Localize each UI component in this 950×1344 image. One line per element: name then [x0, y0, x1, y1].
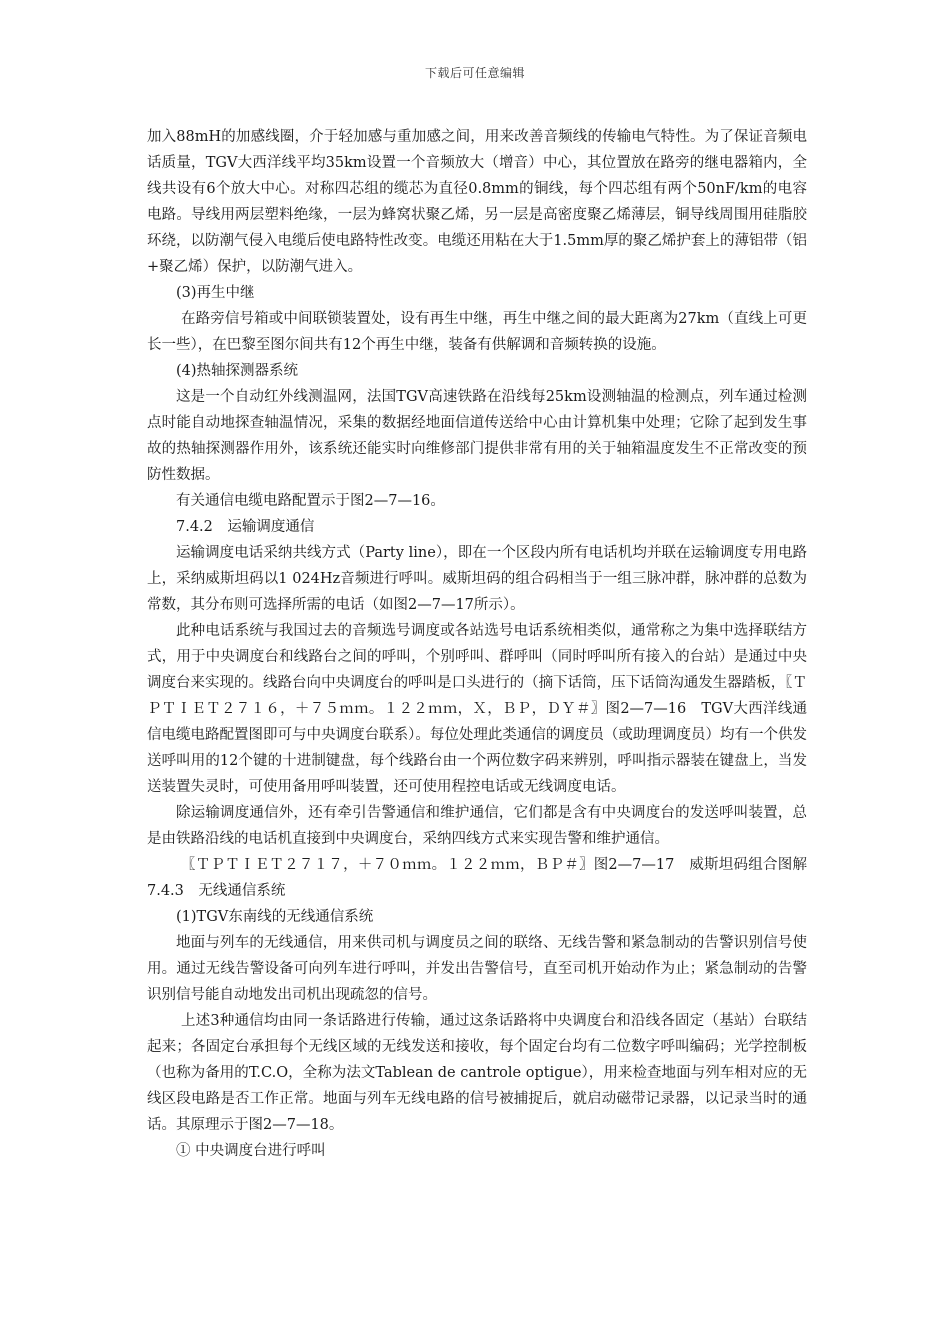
- paragraph-selective-calling: 此种电话系统与我国过去的音频选号调度或各站选号电话系统相类似，通常称之为集中选择联结方式，用于中央调度台和线路台之间的呼叫，个别呼叫、群呼叫（同时呼叫所有接入的台站）是通过中央调度台来实现的。线路台向中央调度台的呼叫是口头进行的（摘下话筒，压下话筒沟通发生器踏板，〖ＴＰＴＩＥＴ２７１６，＋７５ｍｍ。１２２ｍｍ，Ｘ，ＢＰ，ＤＹ＃〗图2—7—16 TGV大西洋线通信电缆电路配置图即可与中央调度台联系）。每位处理此类通信的调度员（或助理调度员）均有一个供发送呼叫用的12个键的十进制键盘，每个线路台由一个两位数字码来辨别，呼叫指示器装在键盘上，当发送装置失灵时，可使用备用呼叫装置，还可使用程控电话或无线调度电话。: [147, 623, 807, 795]
- heading-hotbox-detector: (4)热轴探测器系统: [176, 363, 299, 379]
- paragraph-cable-loading: 加入88mH的加感线圈，介于轻加感与重加感之间，用来改善音频线的传输电气特性。为了保证音频电话质量，TGV大西洋线平均35km设置一个音频放大（增音）中心，其位置放在路旁的继电器箱内，全线共设有6个放大中心。对称四芯组的缆芯为直径0.8mm的铜线，每个四芯组有两个50nF/km的电容电路。导线用两层塑料绝缘，一层为蜂窝状聚乙烯，另一层是高密度聚乙烯薄层，铜导线周围用硅脂胶环绕，以防潮气侵入电缆后使电路特性改变。电缆还用粘在大于1.5mm厚的聚乙烯护套上的薄铝带（铝+聚乙烯）保护，以防潮气进入。: [147, 129, 807, 275]
- paragraph-alarm-maintenance: 除运输调度通信外，还有牵引告警通信和维护通信，它们都是含有中央调度台的发送呼叫装置，总是由铁路沿线的电话机直接到中央调度台，采纳四线方式来实现告警和维护通信。: [147, 805, 807, 847]
- heading-dispatch-communication: 7.4.2 运输调度通信: [176, 519, 315, 535]
- heading-tgv-southeast-wireless: (1)TGV东南线的无线通信系统: [176, 909, 374, 925]
- paragraph-figure-caption-wireless: 〖ＴＰＴＩＥＴ２７１７，＋７０ｍｍ。１２２ｍｍ，ＢＰ＃〗图2—7—17 威斯坦码组合图解 7.4.3 无线通信系统: [147, 857, 822, 899]
- paragraph-party-line: 运输调度电话采纳共线方式（Party line），即在一个区段内所有电话机均并联在运输调度专用电路上，采纳威斯坦码以1 024Hz音频进行呼叫。威斯坦码的组合码相当于一组三脉冲群，脉冲群的总数为常数，其分布则可选择所需的电话（如图2—7—17所示）。: [147, 545, 807, 613]
- heading-central-dispatch-call: ① 中央调度台进行呼叫: [176, 1143, 326, 1159]
- paragraph-regenerative-relay: 在路旁信号箱或中间联锁装置处，设有再生中继，再生中继之间的最大距离为27km（直线上可更长一些），在巴黎至图尔间共有12个再生中继，装备有供解调和音频转换的设施。: [147, 311, 807, 353]
- page-header: 下载后可任意编辑: [424, 66, 525, 80]
- paragraph-cable-figure-ref: 有关通信电缆电路配置示于图2—7—16。: [176, 493, 445, 509]
- paragraph-base-stations: 上述3种通信均由同一条话路进行传输，通过这条话路将中央调度台和沿线各固定（基站）台联结起来；各固定台承担每个无线区域的无线发送和接收，每个固定台均有二位数字呼叫编码；光学控制板（也称为备用的T.C.O，全称为法文Tablean de cantrole optigue），用来检查地面与列车相对应的无线区段电路是否工作正常。地面与列车无线电路的信号被捕捉后，就启动磁带记录器，以记录当时的通话。其原理示于图2—7—18。: [147, 1013, 807, 1133]
- paragraph-hotbox-detector: 这是一个自动红外线测温网，法国TGV高速铁路在沿线每25km设测轴温的检测点，列车通过检测点时能自动地探查轴温情况，采集的数据经地面信道传送给中心由计算机集中处理；它除了起到发生事故的热轴探测器作用外，该系统还能实时向维修部门提供非常有用的关于轴箱温度发生不正常改变的预防性数据。: [147, 389, 807, 483]
- document-body: [147, 124, 822, 1164]
- paragraph-ground-train-wireless: 地面与列车的无线通信，用来供司机与调度员之间的联络、无线告警和紧急制动的告警识别信号使用。通过无线告警设备可向列车进行呼叫，并发出告警信号，直至司机开始动作为止；紧急制动的告警识别信号能自动地发出司机出现疏忽的信号。: [147, 935, 807, 1003]
- heading-regenerative-relay: (3)再生中继: [176, 285, 255, 301]
